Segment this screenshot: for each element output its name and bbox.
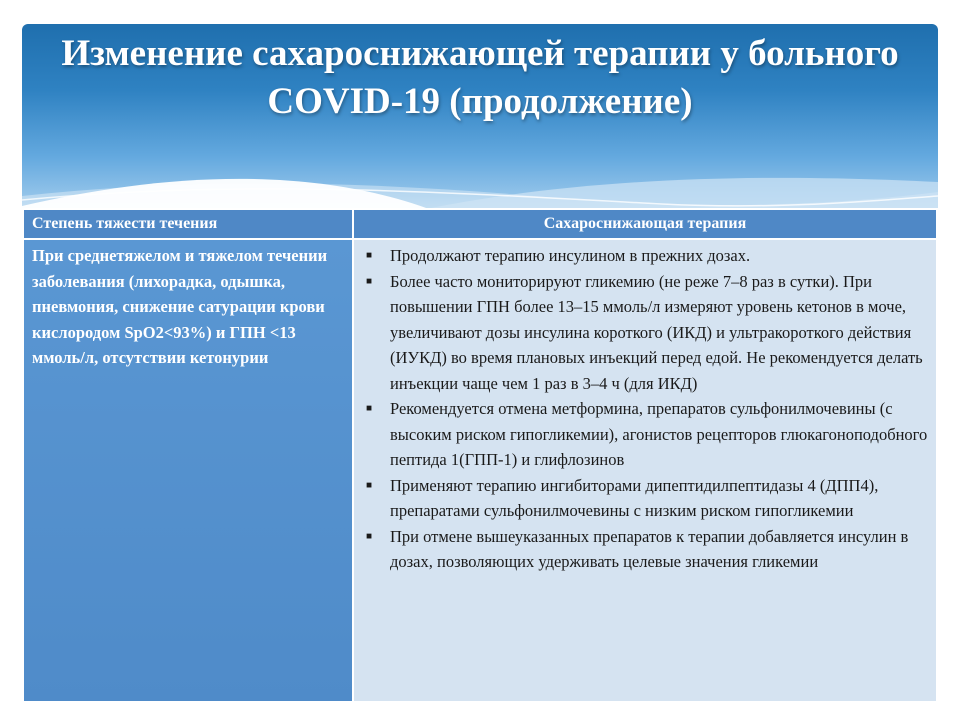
list-item-text: Применяют терапию ингибиторами дипептидилпептидазы 4 (ДПП4), препаратами сульфонилмочевины с низким риском гипогликемии bbox=[390, 475, 879, 520]
header-therapy: Сахароснижающая терапия bbox=[353, 209, 937, 239]
slide-title: Изменение сахароснижающей терапии у больного COVID-19 (продолжение) bbox=[61, 33, 899, 122]
header-severity: Степень тяжести течения bbox=[23, 209, 353, 239]
list-item-text: При отмене вышеуказанных препаратов к терапии добавляется инсулин в дозах, позволяющих удерживать целевые значения гликемии bbox=[390, 526, 909, 571]
list-item-text: Продолжают терапию инсулином в прежних дозах. bbox=[390, 246, 751, 265]
therapy-cell bbox=[353, 239, 937, 702]
square-bullet-icon: ■ bbox=[366, 403, 373, 414]
list-item-text: Рекомендуется отмена метформина, препаратов сульфонилмочевины (с высоким риском гипогликемии), агонистов рецепторов глюкагоноподобного пептида 1(ГПП-1) и глифлозинов bbox=[390, 399, 928, 469]
list-item bbox=[364, 243, 928, 269]
severity-cell: При среднетяжелом и тяжелом течении заболевания (лихорадка, одышка, пневмония, снижение сатурации крови кислородом SpO2<93%) и ГПН <13 ммоль/л, отсутствии кетонурии bbox=[23, 239, 353, 702]
therapy-table bbox=[22, 208, 938, 703]
list-item bbox=[364, 269, 928, 397]
list-item bbox=[364, 473, 928, 524]
list-item-text: Более часто мониторируют гликемию (не реже 7–8 раз в сутки). При повышении ГПН более 13–15 ммоль/л измеряют уровень кетонов в моче, увеличивают дозы инсулина короткого (ИКД) и ультракороткого действия (ИУКД) во время плановых инъекций перед едой. Не рекомендуется делать инъекции чаще чем 1 раз в 3–4 ч (для ИКД) bbox=[390, 271, 923, 393]
therapy-list bbox=[364, 243, 928, 575]
square-bullet-icon: ■ bbox=[366, 530, 373, 542]
table-header-row bbox=[23, 209, 937, 239]
table-row bbox=[23, 239, 937, 702]
square-bullet-icon: ■ bbox=[366, 250, 373, 261]
list-item bbox=[364, 396, 928, 473]
square-bullet-icon: ■ bbox=[366, 275, 373, 287]
square-bullet-icon: ■ bbox=[366, 479, 373, 491]
list-item bbox=[364, 524, 928, 575]
